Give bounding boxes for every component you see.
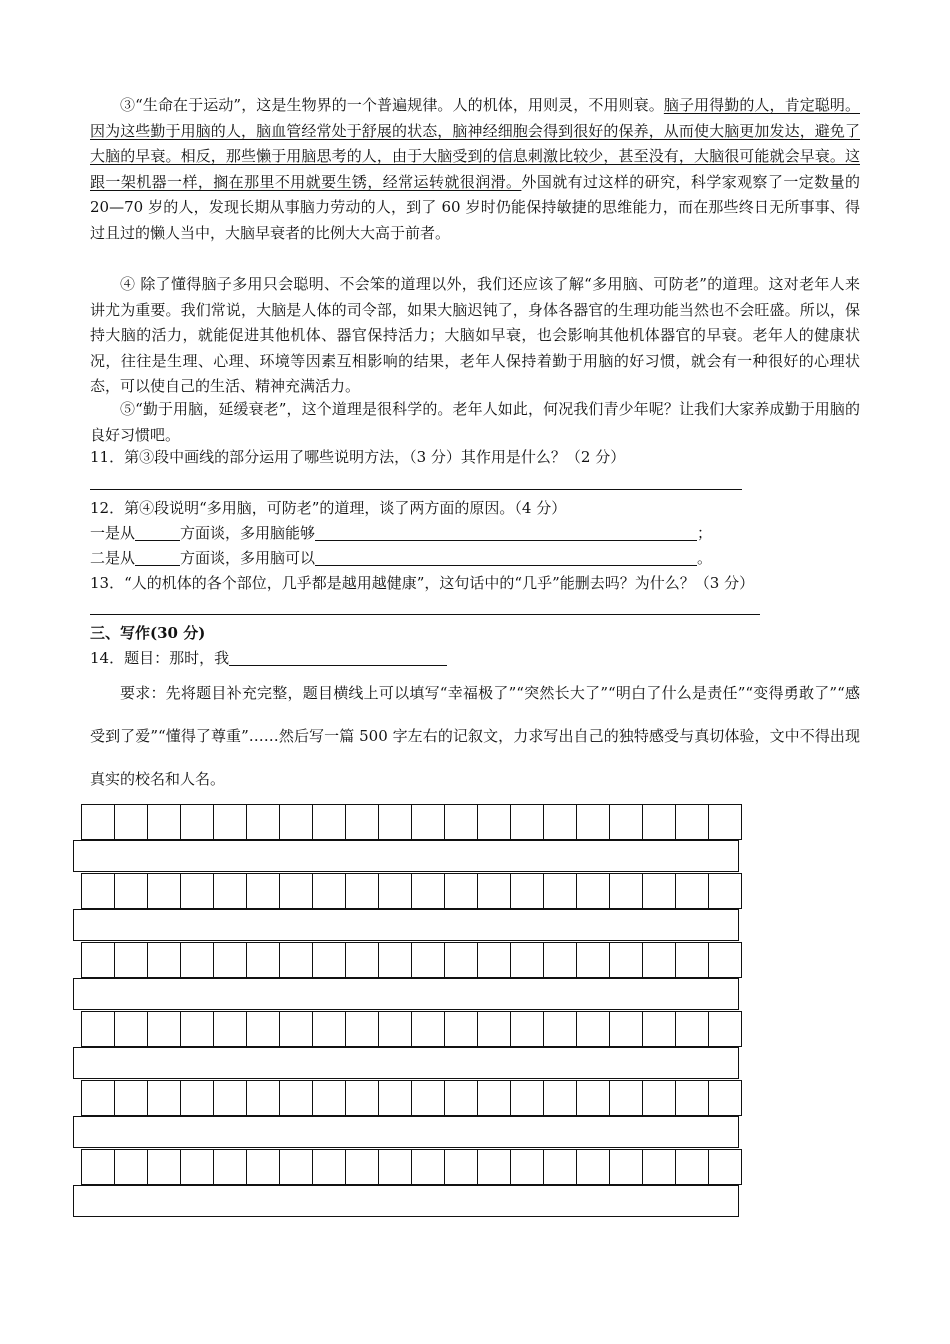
grid-cell[interactable]	[511, 1081, 544, 1115]
grid-cell[interactable]	[412, 943, 445, 977]
paragraph-4: ④ 除了懂得脑子多用只会聪明、不会笨的道理以外，我们还应该了解“多用脑、可防老”的道理。这对老年人来讲尤为重要。我们常说，大脑是人体的司令部，如果大脑迟钝了，身体各器官的生理功能当然也不会旺盛。所以，保持大脑的活力，就能促进其他机体、器官保持活力；大脑如早衰，也会影响其他机体器官的早衰。老年人的健康状况，往往是生理、心理、环境等因素互相影响的结果，老年人保持着勤于用脑的好习惯，就会有一种很好的心理状态，可以使自己的生活、精神充满活力。	[90, 275, 860, 395]
question-14	[90, 647, 447, 669]
grid-cell[interactable]	[115, 1012, 148, 1046]
grid-cell[interactable]	[676, 805, 709, 839]
grid-cell[interactable]	[577, 943, 610, 977]
grid-cell[interactable]	[82, 874, 115, 908]
grid-spacer-band	[73, 1047, 739, 1079]
grid-row	[81, 804, 742, 840]
grid-cell[interactable]	[82, 1012, 115, 1046]
grid-cell[interactable]	[412, 1012, 445, 1046]
grid-cell[interactable]	[610, 805, 643, 839]
q12-a-blank-aspect[interactable]	[135, 524, 180, 541]
grid-cell[interactable]	[544, 1081, 577, 1115]
grid-cell[interactable]	[709, 1150, 742, 1184]
grid-cell[interactable]	[148, 874, 181, 908]
q12-a-middle: 方面谈，多用脑能够	[180, 524, 316, 542]
grid-cell[interactable]	[511, 943, 544, 977]
grid-cell[interactable]	[148, 1081, 181, 1115]
grid-row	[81, 942, 742, 978]
grid-cell[interactable]	[313, 1012, 346, 1046]
grid-cell[interactable]	[346, 1012, 379, 1046]
grid-cell[interactable]	[544, 805, 577, 839]
paragraph-3	[90, 93, 860, 246]
p3-underlined-text: 脑子用得勤的人，肯定聪明。因为这些勤于用脑的人，脑血管经常处于舒展的状态，脑神经细胞会得到很好的保养，从而使大脑更加发达，避免了大脑的早衰。相反，那些懒于用脑思考的人，由于大脑受到的信息刺激比较少，甚至没有，大脑很可能就会早衰。这跟一架机器一样，搁在那里不用就要生锈，经常运转就很润滑。	[90, 96, 860, 191]
grid-cell[interactable]	[82, 943, 115, 977]
grid-cell[interactable]	[544, 874, 577, 908]
answer-line-q11[interactable]	[90, 489, 742, 490]
q14-label: 14．题目：那时，我	[90, 649, 230, 667]
grid-cell[interactable]	[313, 943, 346, 977]
p3-text-start: ③“生命在于运动”，这是生物界的一个普遍规律。人的机体，用则灵，不用则衰。	[120, 96, 664, 114]
grid-cell[interactable]	[610, 1150, 643, 1184]
grid-cell[interactable]	[478, 1012, 511, 1046]
writing-requirement: 要求：先将题目补充完整，题目横线上可以填写“幸福极了”“突然长大了”“明白了什么是责任”“变得勇敢了”“感受到了爱”“懂得了尊重”……然后写一篇 500 字左右的记叙文，力求写出自己的独特感受与真切体验，文中不得出现真实的校名和人名。	[90, 684, 860, 788]
question-11: 11．第③段中画线的部分运用了哪些说明方法，（3 分）其作用是什么？（2 分）	[90, 448, 626, 466]
grid-cell[interactable]	[247, 1012, 280, 1046]
grid-cell[interactable]	[676, 1150, 709, 1184]
q12-b-prefix: 二是从	[90, 549, 136, 567]
grid-cell[interactable]	[445, 805, 478, 839]
grid-cell[interactable]	[247, 1081, 280, 1115]
grid-cell[interactable]	[577, 1081, 610, 1115]
grid-cell[interactable]	[346, 874, 379, 908]
question-12-part-b	[90, 547, 712, 569]
grid-cell[interactable]	[313, 874, 346, 908]
q12-b-blank-answer[interactable]	[315, 549, 697, 566]
grid-cell[interactable]	[148, 943, 181, 977]
question-12: 12．第④段说明“多用脑，可防老”的道理，谈了两方面的原因。（4 分）	[90, 499, 567, 517]
grid-cell[interactable]	[610, 943, 643, 977]
grid-cell[interactable]	[544, 943, 577, 977]
grid-cell[interactable]	[478, 943, 511, 977]
grid-cell[interactable]	[214, 874, 247, 908]
grid-cell[interactable]	[82, 805, 115, 839]
grid-cell[interactable]	[511, 805, 544, 839]
grid-cell[interactable]	[709, 874, 742, 908]
grid-cell[interactable]	[181, 874, 214, 908]
q14-title-blank[interactable]	[229, 649, 447, 666]
grid-cell[interactable]	[676, 1012, 709, 1046]
grid-cell[interactable]	[214, 805, 247, 839]
p3-text-end: 外国就有过这样的研究，科学家观察了一定数量的 20—70 岁的人，发现长期从事脑力劳动的人，到了 60 岁时仍能保持敏捷的思维能力，而在那些终日无所事事、得过且过的懒人当中，大脑早衰者的比例大大高于前者。	[90, 172, 860, 242]
grid-cell[interactable]	[478, 1150, 511, 1184]
answer-line-q13[interactable]	[90, 614, 760, 615]
q12-b-blank-aspect[interactable]	[135, 549, 180, 566]
grid-cell[interactable]	[313, 1150, 346, 1184]
grid-cell[interactable]	[643, 943, 676, 977]
grid-cell[interactable]	[577, 874, 610, 908]
grid-cell[interactable]	[445, 1081, 478, 1115]
grid-cell[interactable]	[610, 1081, 643, 1115]
grid-cell[interactable]	[214, 1012, 247, 1046]
grid-cell[interactable]	[181, 1012, 214, 1046]
grid-cell[interactable]	[379, 1081, 412, 1115]
grid-cell[interactable]	[148, 1012, 181, 1046]
grid-cell[interactable]	[346, 943, 379, 977]
grid-cell[interactable]	[181, 805, 214, 839]
grid-cell[interactable]	[577, 805, 610, 839]
paragraph-5: ⑤“勤于用脑，延缓衰老”，这个道理是很科学的。老年人如此，何况我们青少年呢？让我们大家养成勤于用脑的良好习惯吧。	[90, 400, 860, 444]
grid-cell[interactable]	[544, 1012, 577, 1046]
grid-cell[interactable]	[247, 1150, 280, 1184]
grid-cell[interactable]	[379, 805, 412, 839]
grid-cell[interactable]	[280, 1150, 313, 1184]
grid-cell[interactable]	[511, 1150, 544, 1184]
grid-row	[81, 1011, 742, 1047]
grid-row	[81, 1149, 742, 1185]
q12-b-middle: 方面谈，多用脑可以	[180, 549, 316, 567]
grid-cell[interactable]	[709, 943, 742, 977]
grid-cell[interactable]	[511, 874, 544, 908]
grid-cell[interactable]	[643, 805, 676, 839]
grid-cell[interactable]	[379, 1012, 412, 1046]
grid-cell[interactable]	[478, 874, 511, 908]
grid-cell[interactable]	[709, 1012, 742, 1046]
grid-row	[81, 1080, 742, 1116]
grid-cell[interactable]	[82, 1081, 115, 1115]
grid-spacer-band	[73, 978, 739, 1010]
grid-cell[interactable]	[412, 1150, 445, 1184]
grid-cell[interactable]	[181, 1150, 214, 1184]
grid-cell[interactable]	[676, 1081, 709, 1115]
grid-cell[interactable]	[412, 1081, 445, 1115]
grid-cell[interactable]	[379, 1150, 412, 1184]
question-12-part-a	[90, 522, 712, 544]
grid-cell[interactable]	[280, 805, 313, 839]
grid-cell[interactable]	[247, 805, 280, 839]
grid-cell[interactable]	[181, 1081, 214, 1115]
q12-a-blank-answer[interactable]	[315, 524, 697, 541]
grid-cell[interactable]	[214, 1150, 247, 1184]
grid-cell[interactable]	[643, 1081, 676, 1115]
grid-cell[interactable]	[115, 1081, 148, 1115]
grid-cell[interactable]	[214, 1081, 247, 1115]
grid-cell[interactable]	[676, 874, 709, 908]
grid-cell[interactable]	[445, 1012, 478, 1046]
section-title-writing: 三、写作(30 分)	[90, 624, 206, 642]
grid-cell[interactable]	[247, 874, 280, 908]
q12-a-prefix: 一是从	[90, 524, 136, 542]
grid-cell[interactable]	[478, 805, 511, 839]
grid-row	[81, 873, 742, 909]
grid-cell[interactable]	[709, 805, 742, 839]
question-13: 13．“人的机体的各个部位，几乎都是越用越健康”，这句话中的“几乎”能删去吗？为什么？（3 分）	[90, 574, 755, 592]
grid-cell[interactable]	[148, 1150, 181, 1184]
grid-cell[interactable]	[148, 805, 181, 839]
grid-cell[interactable]	[709, 1081, 742, 1115]
grid-cell[interactable]	[346, 1081, 379, 1115]
grid-cell[interactable]	[181, 943, 214, 977]
grid-cell[interactable]	[313, 1081, 346, 1115]
grid-cell[interactable]	[643, 874, 676, 908]
grid-cell[interactable]	[379, 943, 412, 977]
grid-cell[interactable]	[379, 874, 412, 908]
grid-spacer-band	[73, 909, 739, 941]
grid-cell[interactable]	[115, 1150, 148, 1184]
grid-cell[interactable]	[610, 874, 643, 908]
q12-a-end: ；	[697, 524, 713, 542]
grid-cell[interactable]	[346, 1150, 379, 1184]
grid-cell[interactable]	[115, 943, 148, 977]
grid-spacer-band	[73, 1185, 739, 1217]
grid-cell[interactable]	[643, 1012, 676, 1046]
grid-cell[interactable]	[676, 943, 709, 977]
grid-cell[interactable]	[115, 805, 148, 839]
grid-cell[interactable]	[544, 1150, 577, 1184]
grid-cell[interactable]	[247, 943, 280, 977]
grid-spacer-band	[73, 840, 739, 872]
grid-cell[interactable]	[115, 874, 148, 908]
grid-cell[interactable]	[280, 1012, 313, 1046]
grid-cell[interactable]	[445, 943, 478, 977]
grid-cell[interactable]	[412, 874, 445, 908]
grid-cell[interactable]	[577, 1012, 610, 1046]
grid-cell[interactable]	[280, 874, 313, 908]
grid-cell[interactable]	[445, 1150, 478, 1184]
grid-cell[interactable]	[610, 1012, 643, 1046]
grid-cell[interactable]	[313, 805, 346, 839]
grid-spacer-band	[73, 1116, 739, 1148]
grid-cell[interactable]	[346, 805, 379, 839]
grid-cell[interactable]	[577, 1150, 610, 1184]
grid-cell[interactable]	[280, 1081, 313, 1115]
grid-cell[interactable]	[445, 874, 478, 908]
grid-cell[interactable]	[280, 943, 313, 977]
q12-b-end: 。	[697, 549, 713, 567]
grid-cell[interactable]	[478, 1081, 511, 1115]
grid-cell[interactable]	[511, 1012, 544, 1046]
grid-cell[interactable]	[82, 1150, 115, 1184]
grid-cell[interactable]	[643, 1150, 676, 1184]
grid-cell[interactable]	[412, 805, 445, 839]
grid-cell[interactable]	[214, 943, 247, 977]
